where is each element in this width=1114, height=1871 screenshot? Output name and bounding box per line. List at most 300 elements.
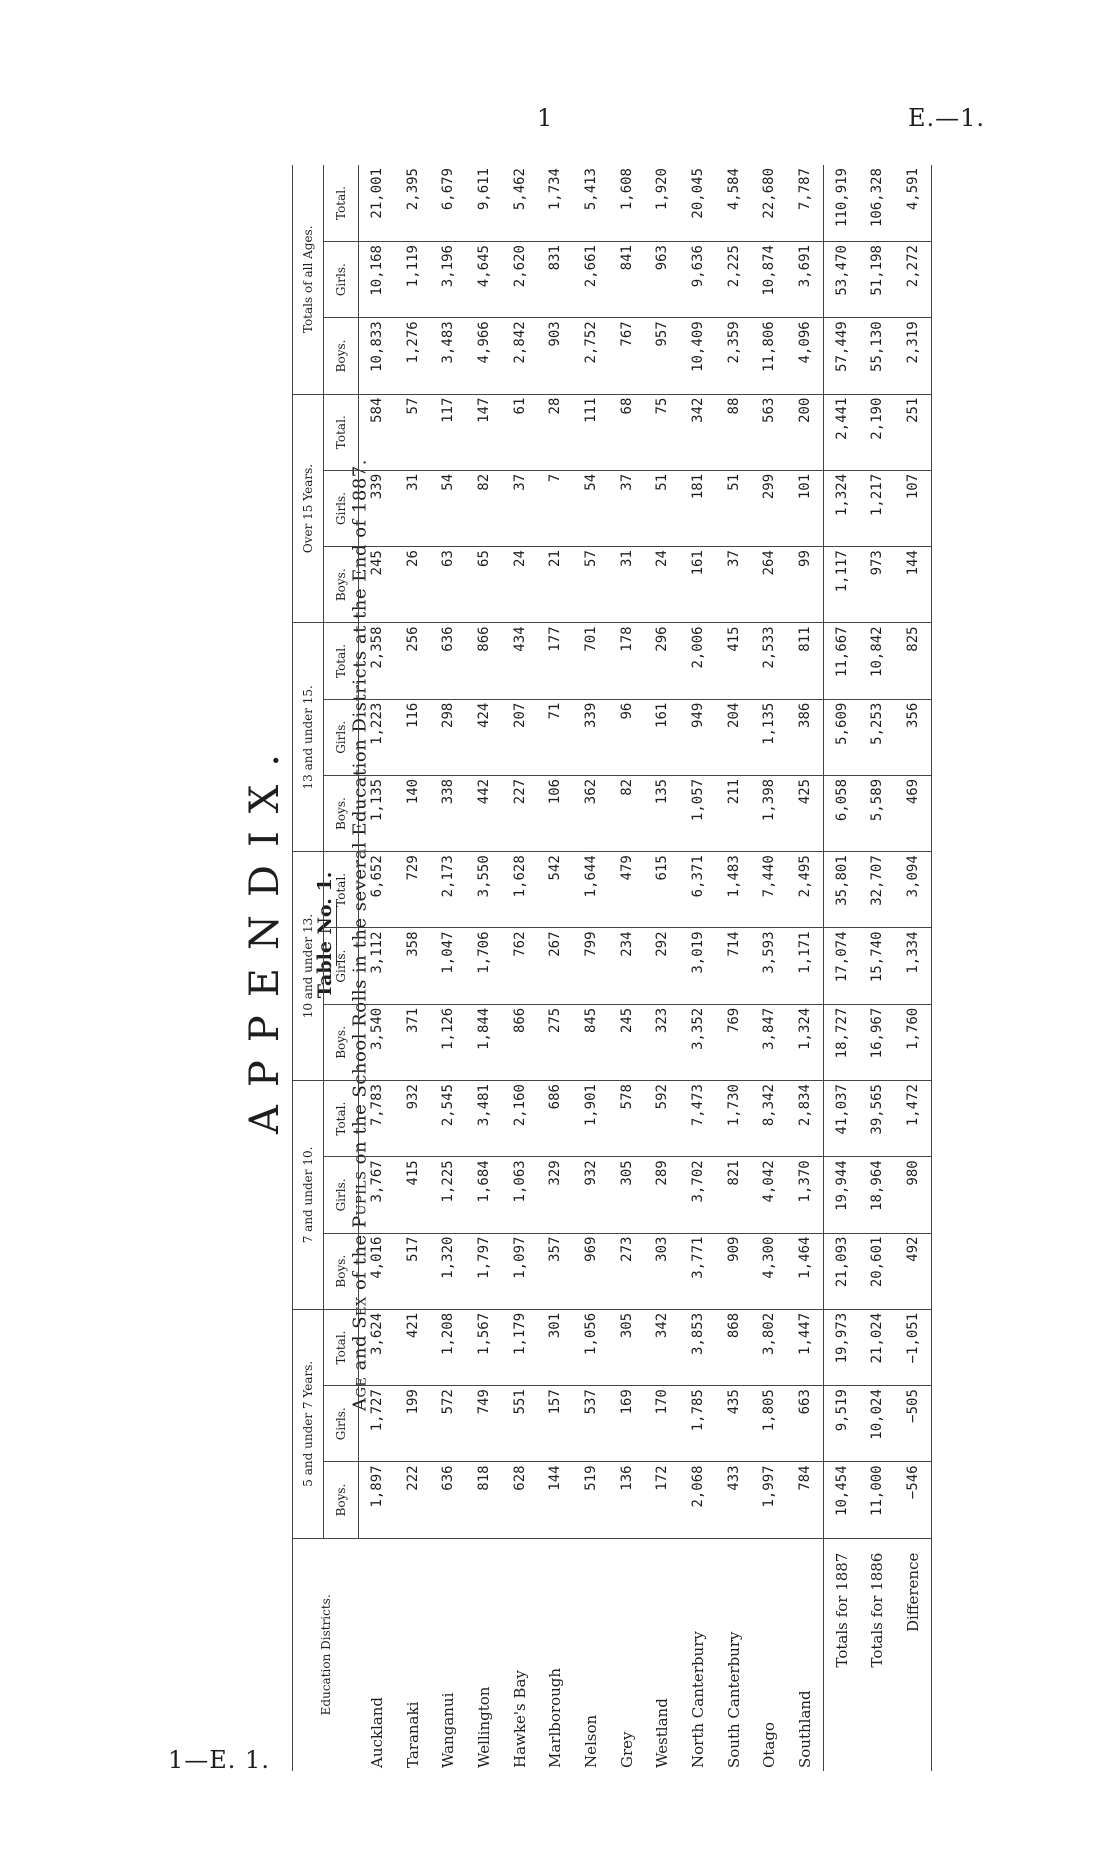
table-cell: 6,679	[430, 165, 466, 242]
district-label: Difference	[904, 1552, 923, 1632]
sub-header: Total.	[324, 1081, 359, 1157]
table-cell: 1,276	[395, 318, 431, 394]
table-cell: 479	[609, 852, 645, 928]
table-cell: 199	[395, 1386, 431, 1462]
table-cell: 969	[573, 1233, 609, 1309]
table-cell: 1,760	[895, 1004, 931, 1080]
table-cell: 1,135	[359, 775, 395, 851]
table-cell: −1,051	[895, 1309, 931, 1385]
sub-header: Girls.	[324, 242, 359, 318]
table-cell: 264	[751, 547, 787, 623]
district-label: Southland	[795, 1690, 814, 1768]
district-label: Wellington	[474, 1686, 493, 1768]
table-cell: 339	[573, 699, 609, 775]
table-cell: −505	[895, 1386, 931, 1462]
group-header: 5 and under 7 Years.	[293, 1309, 324, 1538]
table-cell: 1,628	[502, 852, 538, 928]
table-cell: 1,208	[430, 1309, 466, 1385]
district-name	[716, 1538, 752, 1771]
table-cell: 9,636	[680, 242, 716, 318]
table-cell: 3,019	[680, 928, 716, 1004]
table-cell: 296	[644, 623, 680, 699]
table-cell: 2,661	[573, 242, 609, 318]
table-cell: 99	[787, 547, 823, 623]
table-cell: 4,096	[787, 318, 823, 394]
table-cell: 26	[395, 547, 431, 623]
table-body	[359, 165, 932, 1771]
table-cell: 299	[751, 470, 787, 546]
table-cell: 135	[644, 775, 680, 851]
table-cell: 749	[466, 1386, 502, 1462]
table-cell: 57,449	[823, 318, 859, 394]
group-header: 7 and under 10.	[293, 1081, 324, 1310]
table-cell: 110,919	[823, 165, 859, 242]
table-cell: 7,787	[787, 165, 823, 242]
table-cell: 784	[787, 1462, 823, 1538]
summary-row	[895, 165, 931, 1771]
district-label: South Canterbury	[724, 1631, 743, 1768]
sub-header: Total.	[324, 852, 359, 928]
district-label: Totals for 1886	[868, 1552, 887, 1668]
table-cell: 18,727	[823, 1004, 859, 1080]
table-cell: 10,842	[860, 623, 896, 699]
table-cell: 845	[573, 1004, 609, 1080]
table-cell: 868	[716, 1309, 752, 1385]
table-cell: 106	[537, 775, 573, 851]
table-cell: 157	[537, 1386, 573, 1462]
table-cell: 298	[430, 699, 466, 775]
table-cell: 615	[644, 852, 680, 928]
table-cell: 1,135	[751, 699, 787, 775]
table-cell: 1,897	[359, 1462, 395, 1538]
table-cell: 234	[609, 928, 645, 1004]
table-cell: 1,920	[644, 165, 680, 242]
table-cell: 1,706	[466, 928, 502, 1004]
table-cell: 41,037	[823, 1081, 859, 1157]
table-cell: 2,441	[823, 394, 859, 470]
sub-header: Total.	[324, 623, 359, 699]
table-cell: 303	[644, 1233, 680, 1309]
table-cell: 3,847	[751, 1004, 787, 1080]
table-cell: 356	[895, 699, 931, 775]
table-cell: 2,359	[716, 318, 752, 394]
table-cell: 39,565	[860, 1081, 896, 1157]
table-cell: 8,342	[751, 1081, 787, 1157]
table-cell: 3,767	[359, 1157, 395, 1233]
table-cell: 663	[787, 1386, 823, 1462]
table-cell: 3,593	[751, 928, 787, 1004]
table-cell: 932	[395, 1081, 431, 1157]
table-row	[502, 165, 538, 1771]
table-cell: 2,395	[395, 165, 431, 242]
table-cell: 342	[644, 1309, 680, 1385]
table-cell: 54	[573, 470, 609, 546]
district-name	[787, 1538, 823, 1771]
table-cell: 161	[680, 547, 716, 623]
table-cell: 1,324	[787, 1004, 823, 1080]
table-cell: 2,173	[430, 852, 466, 928]
table-cell: 551	[502, 1386, 538, 1462]
table-cell: 1,057	[680, 775, 716, 851]
table-cell: 82	[609, 775, 645, 851]
table-cell: 24	[644, 547, 680, 623]
table-cell: 172	[644, 1462, 680, 1538]
table-cell: 144	[895, 547, 931, 623]
table-cell: 592	[644, 1081, 680, 1157]
table-cell: 1,171	[787, 928, 823, 1004]
table-cell: 10,454	[823, 1462, 859, 1538]
table-cell: 1,097	[502, 1233, 538, 1309]
caption-part: Age	[349, 1376, 371, 1411]
table-cell: 75	[644, 394, 680, 470]
table-cell: 292	[644, 928, 680, 1004]
table-cell: 1,997	[751, 1462, 787, 1538]
table-cell: 1,684	[466, 1157, 502, 1233]
summary-row	[860, 165, 896, 1771]
table-cell: 289	[644, 1157, 680, 1233]
table-cell: 3,540	[359, 1004, 395, 1080]
table-cell: 686	[537, 1081, 573, 1157]
table-cell: 21,024	[860, 1309, 896, 1385]
table-cell: 762	[502, 928, 538, 1004]
sub-header: Boys.	[324, 318, 359, 394]
table-cell: 469	[895, 775, 931, 851]
table-cell: 537	[573, 1386, 609, 1462]
table-cell: 37	[609, 470, 645, 546]
table-cell: 4,591	[895, 165, 931, 242]
sub-header-row	[324, 165, 359, 1771]
table-cell: 2,272	[895, 242, 931, 318]
table-cell: 2,533	[751, 623, 787, 699]
sub-header: Girls.	[324, 928, 359, 1004]
table-cell: 2,358	[359, 623, 395, 699]
table-cell: 170	[644, 1386, 680, 1462]
table-cell: 88	[716, 394, 752, 470]
table-cell: 729	[395, 852, 431, 928]
district-label: Nelson	[581, 1714, 600, 1768]
table-cell: 245	[359, 547, 395, 623]
district-label: Grey	[617, 1731, 636, 1768]
district-label: Totals for 1887	[832, 1552, 851, 1668]
table-cell: 357	[537, 1233, 573, 1309]
table-cell: 1,370	[787, 1157, 823, 1233]
table-row	[573, 165, 609, 1771]
table-cell: 386	[787, 699, 823, 775]
table-cell: 275	[537, 1004, 573, 1080]
table-cell: 435	[716, 1386, 752, 1462]
table-cell: 9,519	[823, 1386, 859, 1462]
table-cell: 37	[502, 470, 538, 546]
sub-header: Total.	[324, 1309, 359, 1385]
district-name	[395, 1538, 431, 1771]
district-name	[502, 1538, 538, 1771]
table-cell: 1,056	[573, 1309, 609, 1385]
table-cell: 22,680	[751, 165, 787, 242]
district-label: Taranaki	[403, 1701, 422, 1768]
sub-header: Boys.	[324, 1233, 359, 1309]
table-cell: 2,545	[430, 1081, 466, 1157]
table-cell: 1,464	[787, 1233, 823, 1309]
table-cell: 55,130	[860, 318, 896, 394]
sub-header: Boys.	[324, 1462, 359, 1538]
table-cell: 424	[466, 699, 502, 775]
table-cell: 4,042	[751, 1157, 787, 1233]
table-cell: 4,300	[751, 1233, 787, 1309]
table-cell: 51	[716, 470, 752, 546]
table-cell: 51,198	[860, 242, 896, 318]
table-cell: 207	[502, 699, 538, 775]
table-cell: 4,016	[359, 1233, 395, 1309]
table-cell: 563	[751, 394, 787, 470]
district-name	[430, 1538, 466, 1771]
sub-header: Boys.	[324, 1004, 359, 1080]
table-cell: 177	[537, 623, 573, 699]
table-cell: 578	[609, 1081, 645, 1157]
sub-header: Total.	[324, 165, 359, 242]
group-header-row	[293, 165, 324, 1771]
sub-header: Girls.	[324, 1157, 359, 1233]
table-cell: 111	[573, 394, 609, 470]
table-cell: 1,179	[502, 1309, 538, 1385]
district-label: Westland	[653, 1698, 672, 1768]
table-cell: 273	[609, 1233, 645, 1309]
table-cell: −546	[895, 1462, 931, 1538]
caption-part: on the School Rolls in the several Education Districts at the End of 1887.	[349, 459, 371, 1171]
table-cell: 1,223	[359, 699, 395, 775]
table-cell: 1,047	[430, 928, 466, 1004]
table-cell: 106,328	[860, 165, 896, 242]
table-cell: 16,967	[860, 1004, 896, 1080]
table-cell: 963	[644, 242, 680, 318]
table-cell: 6,371	[680, 852, 716, 928]
district-label: Marlborough	[546, 1667, 565, 1768]
sub-header: Boys.	[324, 775, 359, 851]
table-cell: 338	[430, 775, 466, 851]
table-cell: 2,068	[680, 1462, 716, 1538]
table-cell: 831	[537, 242, 573, 318]
table-cell: 1,320	[430, 1233, 466, 1309]
table-row	[751, 165, 787, 1771]
table-cell: 701	[573, 623, 609, 699]
table-cell: 161	[644, 699, 680, 775]
table-cell: 101	[787, 470, 823, 546]
table-cell: 1,734	[537, 165, 573, 242]
table-cell: 7,473	[680, 1081, 716, 1157]
table-cell: 1,797	[466, 1233, 502, 1309]
table-cell: 442	[466, 775, 502, 851]
district-label: North Canterbury	[688, 1631, 707, 1768]
table-cell: 204	[716, 699, 752, 775]
table-cell: 3,771	[680, 1233, 716, 1309]
district-name	[680, 1538, 716, 1771]
table-cell: 1,324	[823, 470, 859, 546]
group-header: Over 15 Years.	[293, 394, 324, 623]
table-cell: 1,644	[573, 852, 609, 928]
group-header: Totals of all Ages.	[293, 165, 324, 394]
summary-row	[823, 165, 859, 1771]
table-cell: 57	[395, 394, 431, 470]
table-cell: 2,842	[502, 318, 538, 394]
table-cell: 2,319	[895, 318, 931, 394]
table-number: Table No. 1.	[314, 871, 336, 999]
table-cell: 267	[537, 928, 573, 1004]
table-cell: 1,217	[860, 470, 896, 546]
table-cell: 9,611	[466, 165, 502, 242]
table-cell: 1,063	[502, 1157, 538, 1233]
table-cell: 542	[537, 852, 573, 928]
table-cell: 251	[895, 394, 931, 470]
table-cell: 492	[895, 1233, 931, 1309]
page-code: E.—1.	[908, 104, 986, 132]
table-cell: 980	[895, 1157, 931, 1233]
table-cell: 178	[609, 623, 645, 699]
table-cell: 2,006	[680, 623, 716, 699]
table-cell: 10,874	[751, 242, 787, 318]
sub-header: Girls.	[324, 470, 359, 546]
table-cell: 1,225	[430, 1157, 466, 1233]
appendix-title: APPENDIX.	[242, 736, 288, 1134]
table-cell: 3,853	[680, 1309, 716, 1385]
table-cell: 96	[609, 699, 645, 775]
district-name	[609, 1538, 645, 1771]
table-cell: 15,740	[860, 928, 896, 1004]
page-number: 1	[537, 104, 553, 132]
table-cell: 3,691	[787, 242, 823, 318]
table-cell: 31	[395, 470, 431, 546]
table-cell: 825	[895, 623, 931, 699]
table-cell: 21	[537, 547, 573, 623]
table-cell: 2,190	[860, 394, 896, 470]
district-name	[466, 1538, 502, 1771]
district-name	[895, 1538, 931, 1771]
table-cell: 358	[395, 928, 431, 1004]
district-name	[860, 1538, 896, 1771]
table-cell: 1,730	[716, 1081, 752, 1157]
table-cell: 362	[573, 775, 609, 851]
table-cell: 20,045	[680, 165, 716, 242]
table-cell: 200	[787, 394, 823, 470]
table-cell: 1,785	[680, 1386, 716, 1462]
table-cell: 818	[466, 1462, 502, 1538]
table-cell: 6,058	[823, 775, 859, 851]
table-cell: 841	[609, 242, 645, 318]
table-cell: 3,352	[680, 1004, 716, 1080]
pupils-table	[292, 165, 932, 1771]
table-cell: 10,024	[860, 1386, 896, 1462]
table-cell: 305	[609, 1157, 645, 1233]
table-cell: 147	[466, 394, 502, 470]
table-cell: 1,901	[573, 1081, 609, 1157]
table-cell: 5,253	[860, 699, 896, 775]
table-cell: 19,973	[823, 1309, 859, 1385]
page-footer-code: 1—E. 1.	[168, 1746, 270, 1774]
table-cell: 572	[430, 1386, 466, 1462]
caption-part: Pupils	[349, 1170, 371, 1229]
table-cell: 342	[680, 394, 716, 470]
table-row	[395, 165, 431, 1771]
district-name	[823, 1538, 859, 1771]
table-cell: 61	[502, 394, 538, 470]
district-label: Hawke's Bay	[510, 1670, 529, 1768]
table-cell: 169	[609, 1386, 645, 1462]
table-cell: 10,409	[680, 318, 716, 394]
table-cell: 517	[395, 1233, 431, 1309]
table-cell: 2,752	[573, 318, 609, 394]
table-cell: 11,806	[751, 318, 787, 394]
table-cell: 2,495	[787, 852, 823, 928]
group-header: 13 and under 15.	[293, 623, 324, 852]
table-cell: 636	[430, 623, 466, 699]
table-cell: 1,472	[895, 1081, 931, 1157]
district-label: Wanganui	[439, 1692, 458, 1768]
caption-part: and	[349, 1328, 371, 1377]
table-cell: 2,620	[502, 242, 538, 318]
table-cell: 415	[395, 1157, 431, 1233]
table-cell: 11,000	[860, 1462, 896, 1538]
table-cell: 17,074	[823, 928, 859, 1004]
table-cell: 371	[395, 1004, 431, 1080]
table-cell: 866	[502, 1004, 538, 1080]
table-cell: 3,802	[751, 1309, 787, 1385]
table-cell: 32,707	[860, 852, 896, 928]
table-cell: 1,727	[359, 1386, 395, 1462]
table-cell: 425	[787, 775, 823, 851]
table-cell: 63	[430, 547, 466, 623]
table-cell: 57	[573, 547, 609, 623]
table-cell: 714	[716, 928, 752, 1004]
table-cell: 421	[395, 1309, 431, 1385]
table-row	[716, 165, 752, 1771]
table-cell: 957	[644, 318, 680, 394]
table-cell: 116	[395, 699, 431, 775]
table-cell: 1,119	[395, 242, 431, 318]
table-cell: 1,844	[466, 1004, 502, 1080]
caption-part: of the	[349, 1228, 371, 1297]
table-cell: 301	[537, 1309, 573, 1385]
table-cell: 628	[502, 1462, 538, 1538]
table-cell: 903	[537, 318, 573, 394]
rotated-table-container	[292, 165, 932, 1771]
table-cell: 323	[644, 1004, 680, 1080]
table-cell: 433	[716, 1462, 752, 1538]
table-cell: 28	[537, 394, 573, 470]
table-cell: 10,168	[359, 242, 395, 318]
table-row	[537, 165, 573, 1771]
table-cell: 973	[860, 547, 896, 623]
table-cell: 11,667	[823, 623, 859, 699]
sub-header: Boys.	[324, 547, 359, 623]
table-cell: 3,196	[430, 242, 466, 318]
district-name	[644, 1538, 680, 1771]
table-cell: 5,462	[502, 165, 538, 242]
table-row	[644, 165, 680, 1771]
sub-header: Girls.	[324, 699, 359, 775]
table-cell: 4,966	[466, 318, 502, 394]
table-cell: 3,550	[466, 852, 502, 928]
table-cell: 7,440	[751, 852, 787, 928]
table-cell: 144	[537, 1462, 573, 1538]
table-cell: 1,805	[751, 1386, 787, 1462]
table-cell: 82	[466, 470, 502, 546]
table-cell: 3,624	[359, 1309, 395, 1385]
table-cell: 107	[895, 470, 931, 546]
district-label: Otago	[760, 1722, 779, 1768]
table-cell: 636	[430, 1462, 466, 1538]
table-cell: 6,652	[359, 852, 395, 928]
table-cell: 329	[537, 1157, 573, 1233]
table-cell: 1,483	[716, 852, 752, 928]
table-cell: 3,702	[680, 1157, 716, 1233]
